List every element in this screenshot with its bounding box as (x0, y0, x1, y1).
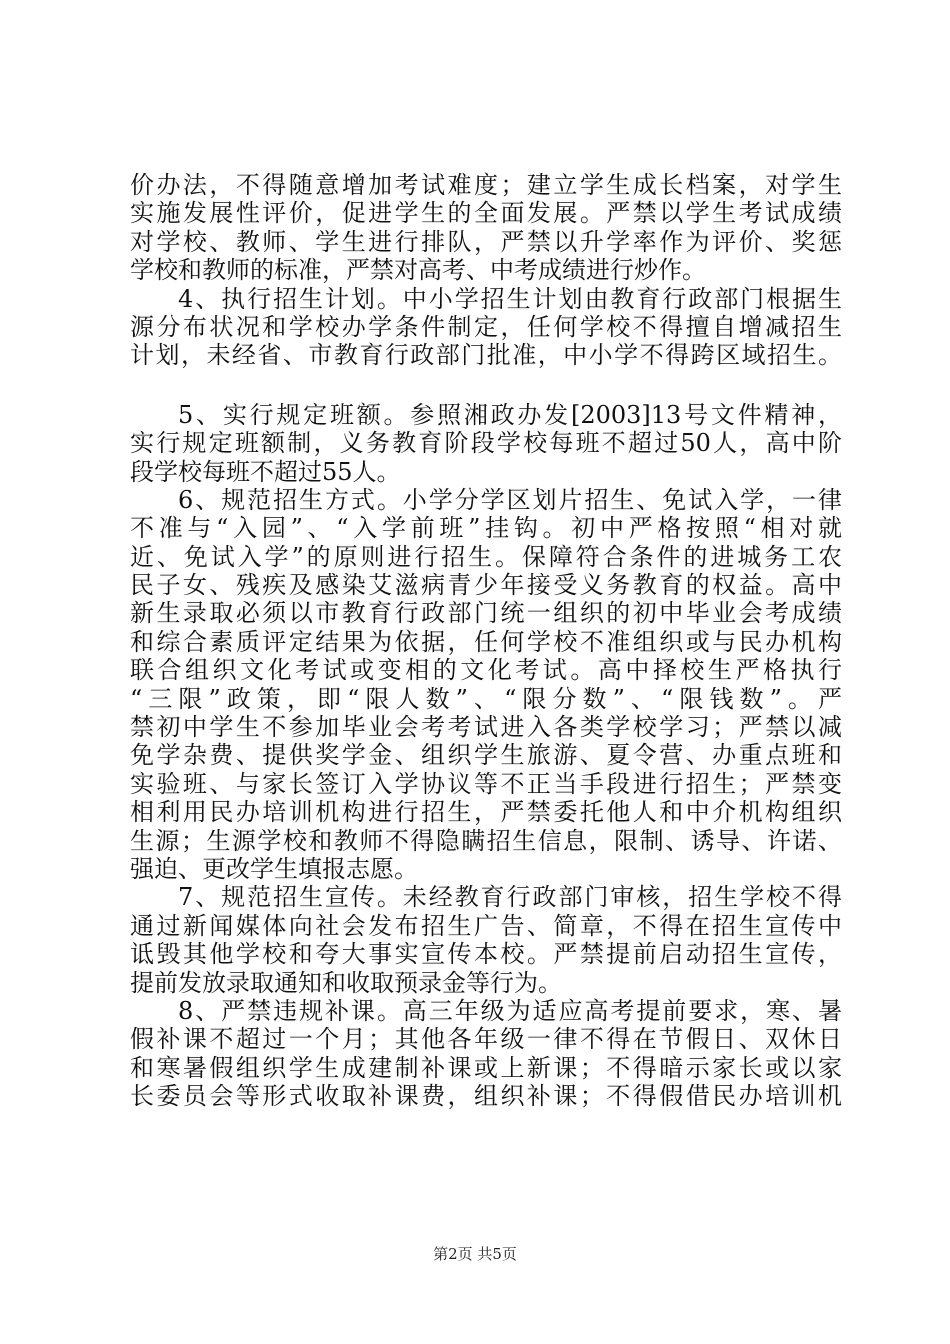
paragraph-start-line: 8、严禁违规补课。高三年级为适应高考提前要求，寒、暑 (178, 996, 842, 1025)
text-line: 实验班、与家长签订入学协议等不正当手段进行招生；严禁变 (130, 769, 842, 798)
page-number-footer: 第2页 共5页 (433, 1245, 517, 1263)
text-line: 段学校每班不超过55人。 (130, 457, 401, 486)
paragraph-start-line: 7、规范招生宣传。未经教育行政部门审核，招生学校不得 (178, 883, 842, 912)
document-body (130, 171, 842, 1111)
text-line: 学校和教师的标准，严禁对高考、中考成绩进行炒作。 (130, 256, 706, 285)
text-line: 计划，未经省、市教育行政部门批准，中小学不得跨区域招生。 (130, 341, 842, 370)
text-line: 免学杂费、提供奖学金、组织学生旅游、夏令营、办重点班和 (130, 741, 842, 770)
text-line: 强迫、更改学生填报志愿。 (130, 854, 418, 883)
text-line: 长委员会等形式收取补课费，组织补课；不得假借民办培训机 (130, 1082, 842, 1111)
text-line: 联合组织文化考试或变相的文化考试。高中择校生严格执行 (130, 656, 842, 685)
text-line: 价办法，不得随意增加考试难度；建立学生成长档案，对学生 (130, 171, 842, 199)
text-line: 生源；生源学校和教师不得隐瞒招生信息，限制、诱导、许诺、 (130, 826, 842, 855)
text-line: 相利用民办培训机构进行招生，严禁委托他人和中介机构组织 (130, 798, 842, 827)
text-line: 提前发放录取通知和收取预录金等行为。 (130, 968, 562, 997)
text-line: 不准与“入园”、“入学前班”挂钩。初中严格按照“相对就 (130, 514, 842, 543)
text-line: 实行规定班额制，义务教育阶段学校每班不超过50人，高中阶 (130, 429, 842, 458)
text-line: 近、免试入学”的原则进行招生。保障符合条件的进城务工农 (130, 542, 842, 571)
text-line: “三限”政策，即“限人数”、“限分数”、“限钱数”。严 (130, 684, 842, 713)
text-line: 诋毁其他学校和夸大事实宣传本校。严禁提前启动招生宣传， (130, 940, 842, 969)
text-line: 禁初中学生不参加毕业会考考试进入各类学校学习；严禁以减 (130, 713, 842, 742)
text-line: 和寒暑假组织学生成建制补课或上新课；不得暗示家长或以家 (130, 1053, 842, 1082)
text-line: 源分布状况和学校办学条件制定，任何学校不得擅自增减招生 (130, 312, 842, 341)
text-line: 通过新闻媒体向社会发布招生广告、简章，不得在招生宣传中 (130, 911, 842, 940)
text-line: 新生录取必须以市教育行政部门统一组织的初中毕业会考成绩 (130, 599, 842, 628)
paragraph-start-line: 6、规范招生方式。小学分学区划片招生、免试入学，一律 (178, 485, 842, 514)
paragraph-start-line: 5、实行规定班额。参照湘政办发[2003]13号文件精神， (178, 400, 842, 429)
text-line: 对学校、教师、学生进行排队，严禁以升学率作为评价、奖惩 (130, 227, 842, 256)
paragraph-start-line: 4、执行招生计划。中小学招生计划由教育行政部门根据生 (178, 284, 842, 313)
text-line: 和综合素质评定结果为依据，任何学校不准组织或与民办机构 (130, 627, 842, 656)
text-line: 假补课不超过一个月；其他各年级一律不得在节假日、双休日 (130, 1025, 842, 1054)
text-line: 实施发展性评价，促进学生的全面发展。严禁以学生考试成绩 (130, 199, 842, 228)
text-line: 民子女、残疾及感染艾滋病青少年接受义务教育的权益。高中 (130, 571, 842, 600)
